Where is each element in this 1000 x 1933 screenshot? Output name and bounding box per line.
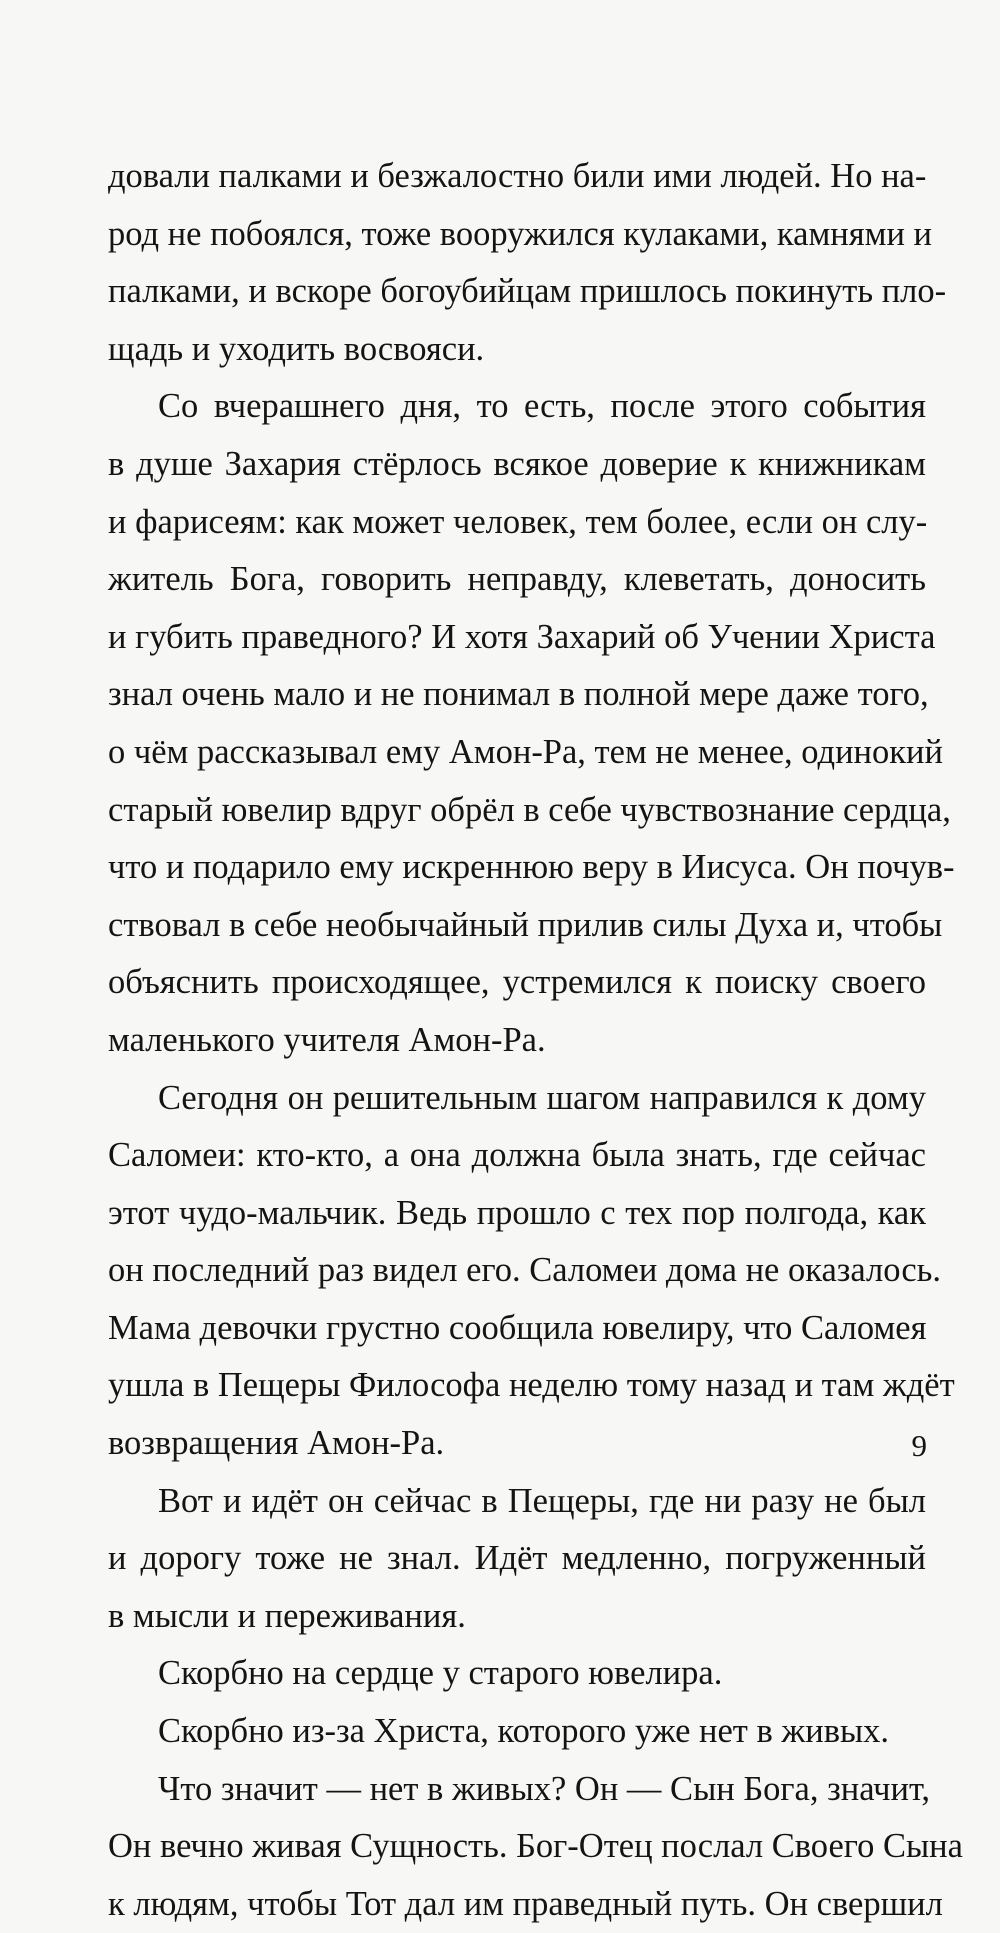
text-line: Вот и идёт он сейчас в Пещеры, где ни разу не был bbox=[158, 1481, 926, 1520]
text-line: Он вечно живая Сущность. Бог-Отец послал Своего Сына bbox=[108, 1827, 963, 1866]
text-line: к людям, чтобы Тот дал им праведный путь. Он свершил bbox=[108, 1884, 943, 1923]
text-line: Саломеи: кто-кто, а она должна была знать, где сейчас bbox=[108, 1136, 926, 1175]
text-line: маленького учителя Амон-Ра. bbox=[108, 1020, 546, 1059]
text-line: Что значит — нет в живых? Он — Сын Бога, значит, bbox=[158, 1769, 931, 1808]
text-line: палками, и вскоре богоубийцам пришлось покинуть пло- bbox=[108, 272, 947, 311]
text-line: щадь и уходить восвояси. bbox=[108, 329, 485, 368]
text-line: и губить праведного? И хотя Захарий об Учении Христа bbox=[108, 617, 936, 656]
text-line: Со вчерашнего дня, то есть, после этого события bbox=[158, 387, 926, 426]
text-line: довали палками и безжалостно били ими людей. Но на- bbox=[108, 157, 927, 195]
text-line: Скорбно из-за Христа, которого уже нет в живых. bbox=[158, 1712, 890, 1751]
text-line: житель Бога, говорить неправду, клеветать, доносить bbox=[108, 560, 926, 599]
text-line: род не побоялся, тоже вооружился кулаками, камнями и bbox=[108, 214, 932, 253]
text-line: Мама девочки грустно сообщила ювелиру, что Саломея bbox=[108, 1308, 927, 1347]
text-line: возвращения Амон-Ра. bbox=[108, 1424, 445, 1463]
text-line: он последний раз видел его. Саломеи дома не оказалось. bbox=[108, 1251, 942, 1290]
text-line: в мысли и переживания. bbox=[108, 1596, 466, 1635]
text-line: этот чудо-мальчик. Ведь прошло с тех пор полгода, как bbox=[108, 1193, 926, 1232]
body-text bbox=[108, 148, 963, 1933]
text-line: старый ювелир вдруг обрёл в себе чувствознание сердца, bbox=[108, 790, 951, 829]
text-line: знал очень мало и не понимал в полной мере даже того, bbox=[108, 675, 929, 714]
text-line: ушла в Пещеры Философа неделю тому назад и там ждёт bbox=[108, 1366, 955, 1405]
text-line: о чём рассказывал ему Амон-Ра, тем не менее, одинокий bbox=[108, 732, 943, 771]
text-line: ствовал в себе необычайный прилив силы Духа и, чтобы bbox=[108, 905, 943, 944]
text-line: объяснить происходящее, устремился к поиску своего bbox=[108, 963, 926, 1002]
text-line: и дорогу тоже не знал. Идёт медленно, погруженный bbox=[108, 1539, 926, 1578]
text-line: в душе Захария стёрлось всякое доверие к книжникам bbox=[108, 444, 926, 483]
text-line: Скорбно на сердце у старого ювелира. bbox=[158, 1654, 723, 1693]
page-number: 9 bbox=[911, 1428, 927, 1463]
text-line: Сегодня он решительным шагом направился к дому bbox=[158, 1078, 926, 1117]
text-line: и фарисеям: как может человек, тем более, если он слу- bbox=[108, 502, 928, 541]
text-line: что и подарило ему искреннюю веру в Иисуса. Он почув- bbox=[108, 848, 955, 887]
